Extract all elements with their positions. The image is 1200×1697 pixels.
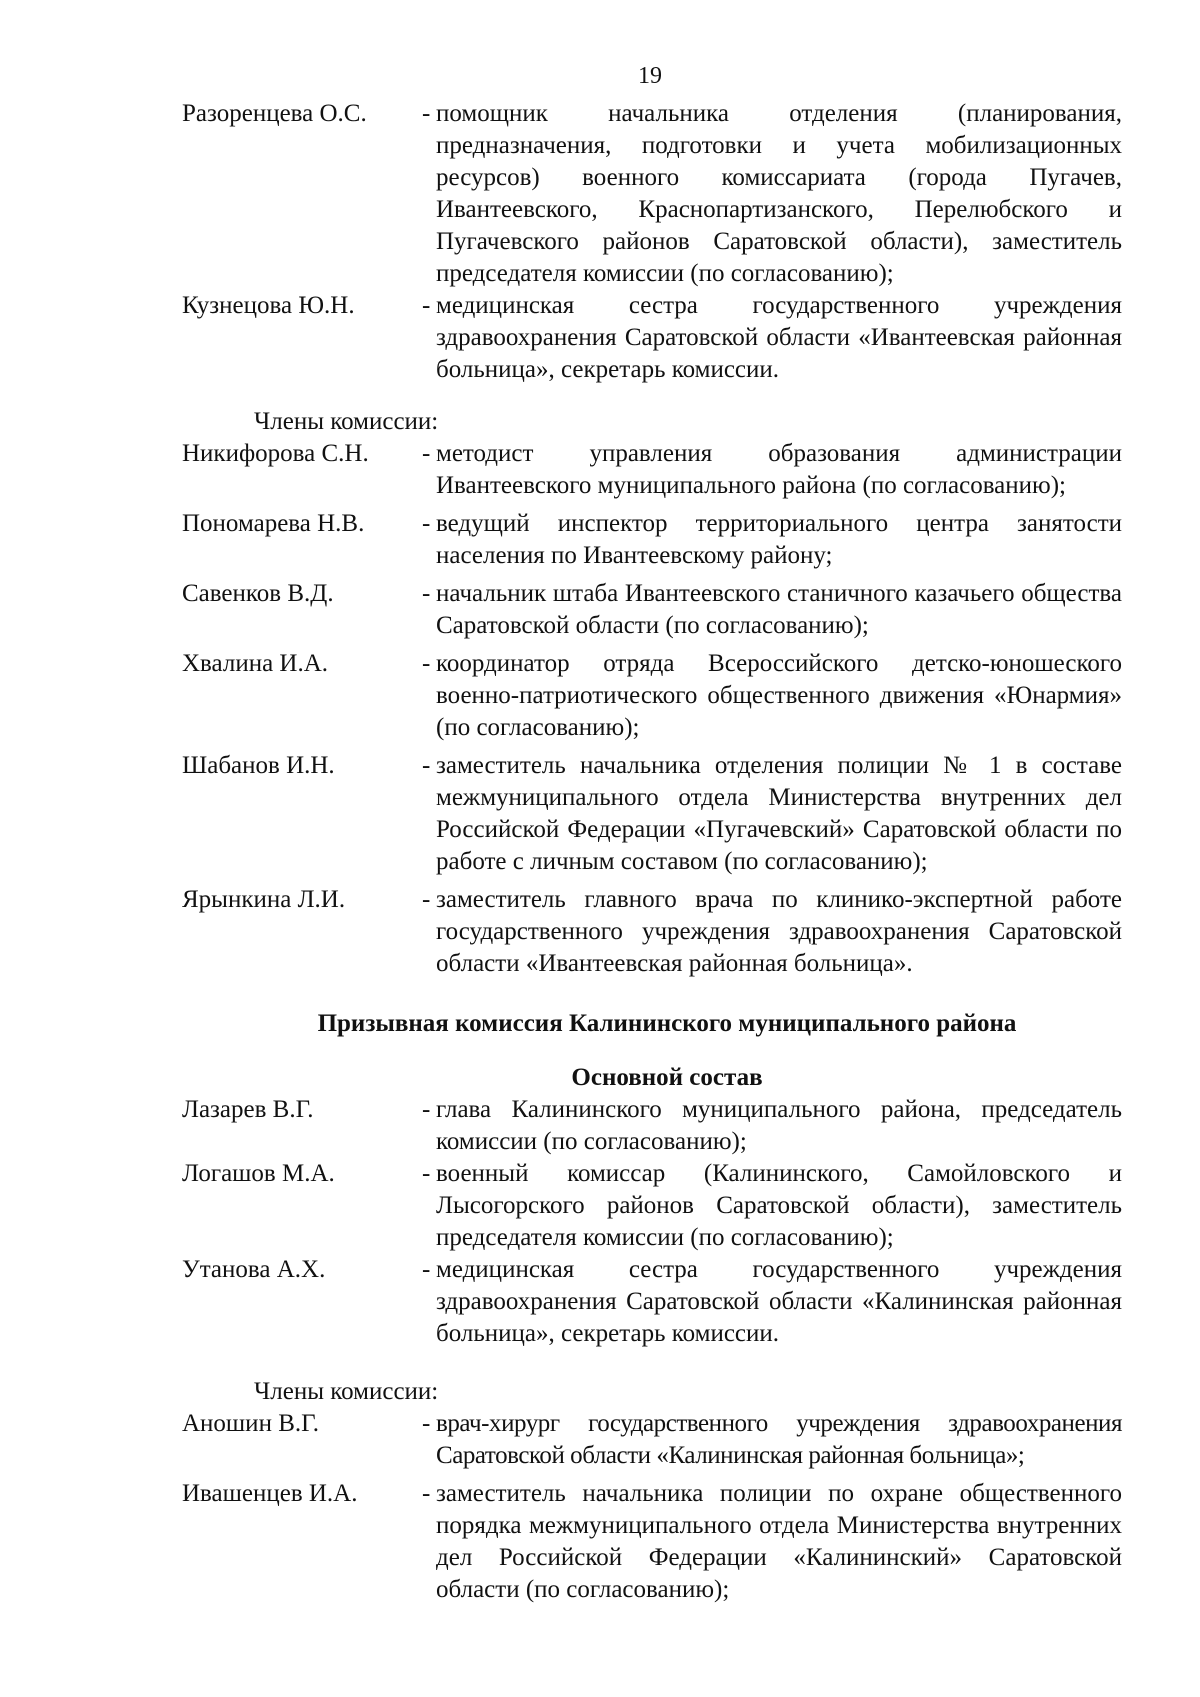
- page-number: 19: [638, 63, 662, 89]
- dash: -: [422, 440, 431, 467]
- section-subtitle: Основной состав: [571, 1064, 763, 1091]
- document-body: [182, 98, 1122, 1606]
- dash: -: [422, 650, 431, 677]
- person-name: Ярынкина Л.И.: [182, 886, 346, 913]
- person-role: военный комиссар (Калининского, Самойловского и Лысогорского районов Саратовской области), заместитель председателя комиссии (по согласованию);: [436, 1160, 1122, 1251]
- list-item: [182, 884, 1122, 980]
- dash: -: [422, 886, 431, 913]
- person-role: ведущий инспектор территориального центра занятости населения по Ивантеевскому району;: [436, 510, 1122, 569]
- list-item: [182, 1408, 1122, 1472]
- section-title: Призывная комиссия Калининского муниципального района: [317, 1010, 1017, 1037]
- dash: -: [422, 1410, 431, 1437]
- person-name: Аношин В.Г.: [182, 1410, 319, 1437]
- members-label: Члены комиссии:: [254, 408, 439, 435]
- dash: -: [422, 1256, 431, 1283]
- person-name: Логашов М.А.: [182, 1160, 335, 1187]
- list-item: [182, 98, 1122, 290]
- person-name: Шабанов И.Н.: [182, 752, 335, 779]
- person-role: медицинская сестра государственного учреждения здравоохранения Саратовской области «Калининская районная больница», секретарь комиссии.: [436, 1256, 1122, 1347]
- dash: -: [422, 100, 431, 127]
- list-item: [182, 750, 1122, 878]
- person-role: помощник начальника отделения (планирования, предназначения, подготовки и учета мобилизационных ресурсов) военного комиссариата (города Пугачев, Ивантеевского, Краснопартизанского, Перелюбского и Пугачевского районов Саратовской области), заместитель председателя комиссии (по согласованию);: [436, 100, 1122, 287]
- dash: -: [422, 292, 431, 319]
- person-role: заместитель главного врача по клинико-экспертной работе государственного учреждения здравоохранения Саратовской области «Ивантеевская районная больница».: [436, 886, 1122, 977]
- list-item: [182, 1094, 1122, 1158]
- person-role: методист управления образования администрации Ивантеевского муниципального района (по согласованию);: [436, 440, 1122, 499]
- person-role: медицинская сестра государственного учреждения здравоохранения Саратовской области «Ивантеевская районная больница», секретарь комиссии.: [436, 292, 1122, 383]
- person-name: Пономарева Н.В.: [182, 510, 365, 537]
- list-item: [182, 578, 1122, 642]
- person-role: заместитель начальника полиции по охране общественного порядка межмуниципального отдела Министерства внутренних дел Российской Федерации «Калининский» Саратовской области (по согласованию);: [436, 1480, 1122, 1603]
- dash: -: [422, 1160, 431, 1187]
- dash: -: [422, 1096, 431, 1123]
- person-role: начальник штаба Ивантеевского станичного казачьего общества Саратовской области (по согласованию);: [436, 580, 1122, 639]
- dash: -: [422, 580, 431, 607]
- list-item: [182, 290, 1122, 386]
- list-item: [182, 508, 1122, 572]
- person-role: врач-хирург государственного учреждения здравоохранения Саратовской области «Калининская районная больница»;: [436, 1410, 1122, 1469]
- list-item: [182, 1478, 1122, 1606]
- list-item: [182, 1158, 1122, 1254]
- person-name: Лазарев В.Г.: [182, 1096, 314, 1123]
- person-role: глава Калининского муниципального района, председатель комиссии (по согласованию);: [436, 1096, 1122, 1155]
- person-name: Хвалина И.А.: [182, 650, 329, 677]
- dash: -: [422, 510, 431, 537]
- dash: -: [422, 752, 431, 779]
- person-name: Кузнецова Ю.Н.: [182, 292, 355, 319]
- person-name: Никифорова С.Н.: [182, 440, 369, 467]
- dash: -: [422, 1480, 431, 1507]
- members-label: Члены комиссии:: [254, 1378, 439, 1405]
- list-item: [182, 438, 1122, 502]
- list-item: [182, 1254, 1122, 1350]
- person-role: координатор отряда Всероссийского детско-юношеского военно-патриотического общественного движения «Юнармия» (по согласованию);: [436, 650, 1122, 741]
- list-item: [182, 648, 1122, 744]
- person-name: Савенков В.Д.: [182, 580, 334, 607]
- person-name: Ивашенцев И.А.: [182, 1480, 358, 1507]
- person-name: Утанова А.Х.: [182, 1256, 326, 1283]
- person-name: Разоренцева О.С.: [182, 100, 367, 127]
- person-role: заместитель начальника отделения полиции № 1 в составе межмуниципального отдела Министерства внутренних дел Российской Федерации «Пугачевский» Саратовской области по работе с личным составом (по согласованию);: [436, 752, 1122, 875]
